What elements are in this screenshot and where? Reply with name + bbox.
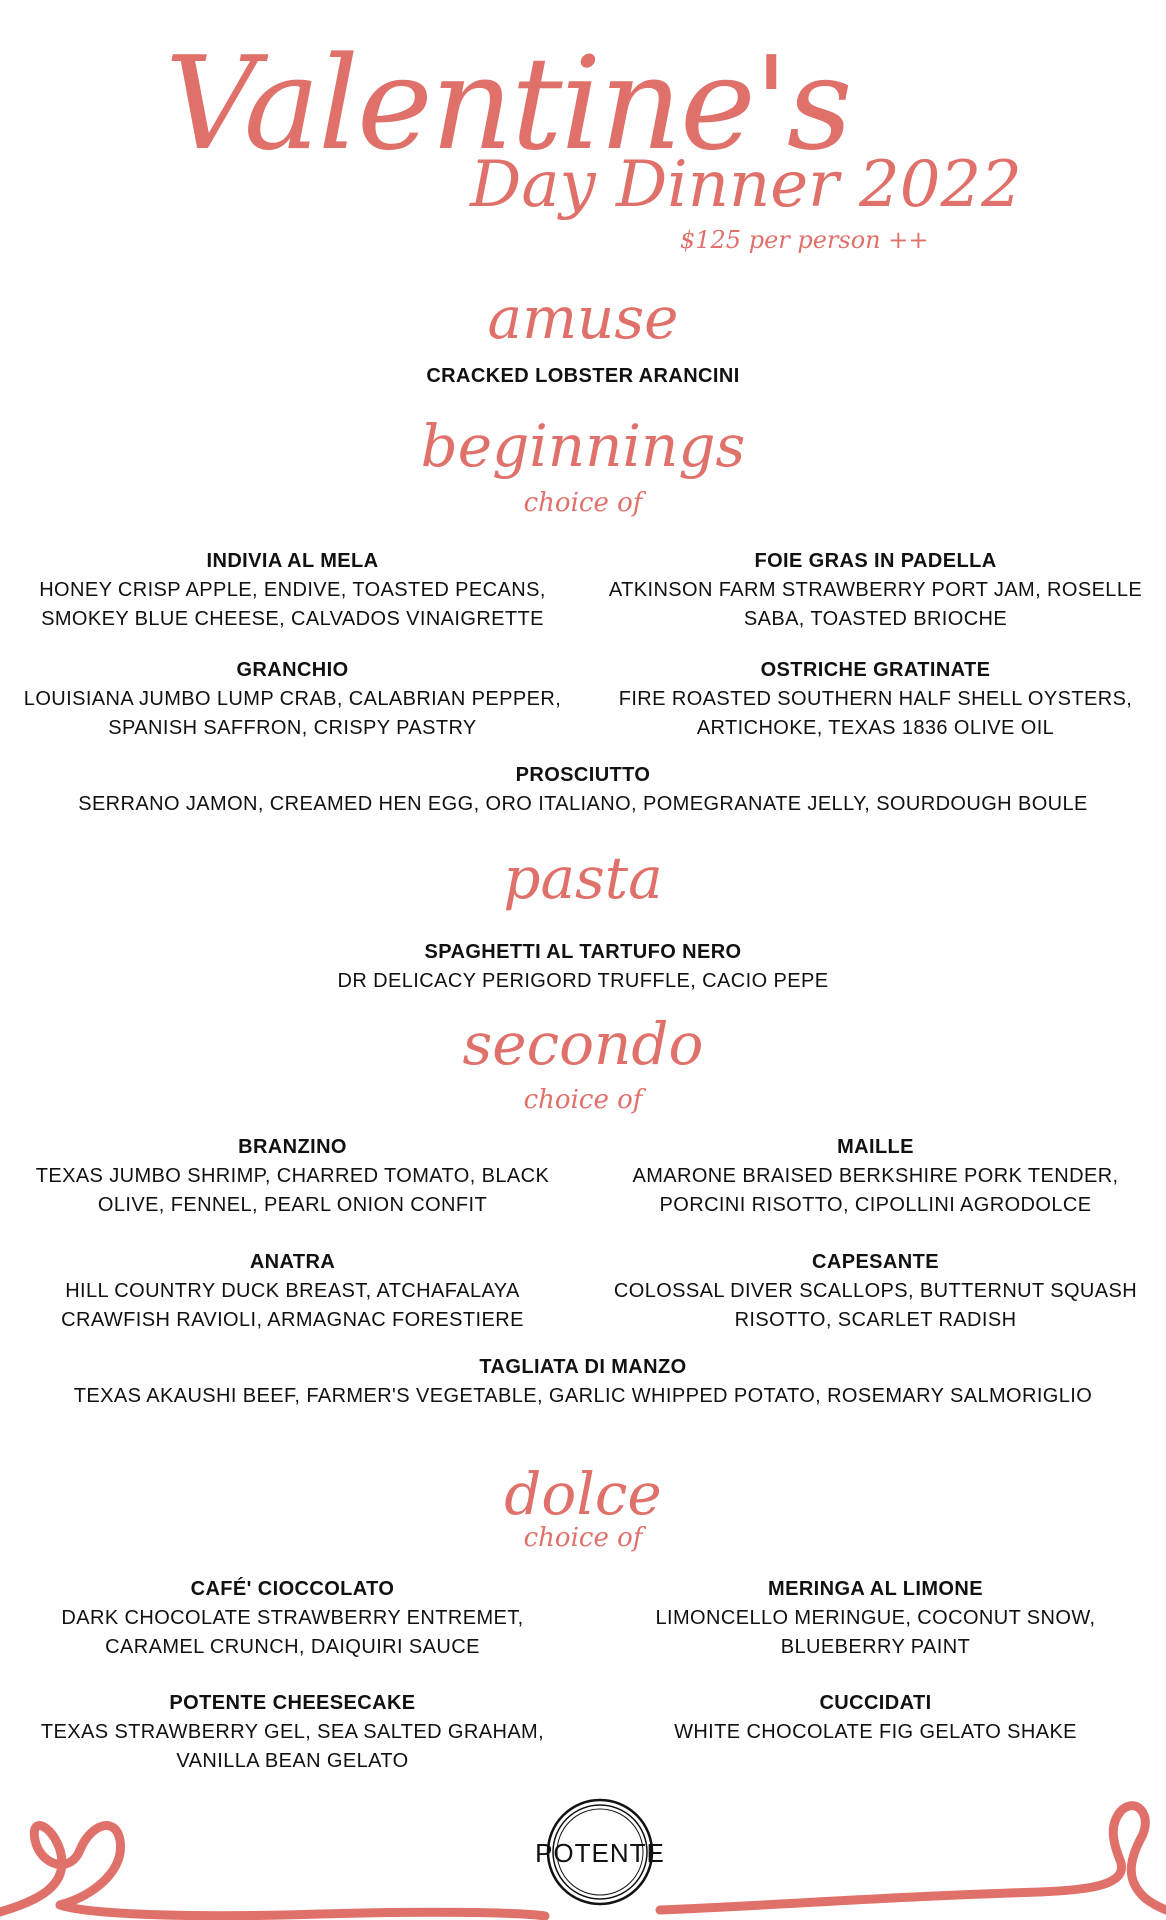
menu-item-desc: DR DELICACY PERIGORD TRUFFLE, CACIO PEPE — [337, 970, 829, 992]
price-note: $125 per person ++ — [680, 226, 929, 254]
menu-item-desc: SPANISH SAFFRON, CRISPY PASTRY — [108, 717, 477, 739]
ribbon-heart-left-icon — [0, 1826, 545, 1916]
menu-item — [0, 1689, 585, 1776]
menu-item-desc: OLIVE, FENNEL, PEARL ONION CONFIT — [97, 1194, 488, 1216]
menu-item — [585, 1689, 1166, 1747]
ribbon-heart-right-icon — [660, 1806, 1166, 1910]
menu-item-desc: HILL COUNTRY DUCK BREAST, ATCHAFALAYA — [65, 1280, 520, 1302]
menu-item — [0, 1133, 585, 1220]
section-heading-dolce: dolce — [504, 1460, 662, 1528]
menu-item — [585, 656, 1166, 743]
menu-item-name: CAFÉ' CIOCCOLATO — [190, 1578, 395, 1600]
menu-item-name: CUCCIDATI — [819, 1692, 932, 1714]
menu-item-desc: FIRE ROASTED SOUTHERN HALF SHELL OYSTERS, — [618, 688, 1133, 710]
menu-item — [0, 1248, 585, 1335]
menu-item-name: OSTRICHE GRATINATE — [760, 659, 991, 681]
menu-subtitle: Day Dinner 2022 — [470, 148, 1022, 222]
menu-item-desc: ATKINSON FARM STRAWBERRY PORT JAM, ROSELLE — [608, 579, 1143, 601]
menu-item-desc: SABA, TOASTED BRIOCHE — [743, 608, 1008, 630]
menu-item-name: MERINGA AL LIMONE — [768, 1578, 983, 1600]
menu-item — [0, 547, 585, 634]
menu-item-name: ANATRA — [249, 1251, 336, 1273]
menu-title: Valentine's — [165, 30, 851, 179]
menu-item — [585, 1133, 1166, 1220]
menu-item-desc: RISOTTO, SCARLET RADISH — [734, 1309, 1017, 1331]
menu-item-name: GRANCHIO — [236, 659, 349, 681]
menu-item-desc: SMOKEY BLUE CHEESE, CALVADOS VINAIGRETTE — [41, 608, 544, 630]
menu-item-desc: LOUISIANA JUMBO LUMP CRAB, CALABRIAN PEPPER, — [23, 688, 562, 710]
menu-item-name: PROSCIUTTO — [515, 764, 651, 786]
menu-item-desc: CARAMEL CRUNCH, DAIQUIRI SAUCE — [105, 1636, 480, 1658]
menu-item — [0, 656, 585, 743]
menu-item-desc: SERRANO JAMON, CREAMED HEN EGG, ORO ITALIANO, POMEGRANATE JELLY, SOURDOUGH BOULE — [78, 793, 1088, 815]
section-heading-pasta: pasta — [503, 844, 663, 912]
heart-ribbon-decoration — [0, 1790, 1166, 1920]
menu-item-amuse — [0, 362, 1166, 391]
menu-item-name: MAILLE — [837, 1136, 914, 1158]
menu-item-name: INDIVIA AL MELA — [206, 550, 379, 572]
section-subheading-dolce: choice of — [523, 1523, 643, 1553]
menu-item-desc: ARTICHOKE, TEXAS 1836 OLIVE OIL — [696, 717, 1055, 739]
section-subheading-beginnings: choice of — [523, 488, 643, 518]
menu-item — [0, 938, 1166, 996]
section-heading-amuse: amuse — [487, 284, 679, 352]
potente-logo — [535, 1800, 665, 1904]
menu-item-desc: AMARONE BRAISED BERKSHIRE PORK TENDER, — [632, 1165, 1119, 1187]
menu-item-name: CRACKED LOBSTER ARANCINI — [426, 365, 740, 387]
menu-item-desc: DARK CHOCOLATE STRAWBERRY ENTREMET, — [61, 1607, 524, 1629]
section-heading-beginnings: beginnings — [420, 412, 746, 480]
menu-item — [585, 1248, 1166, 1335]
menu-item — [0, 761, 1166, 819]
menu-item — [0, 1575, 585, 1662]
menu-item-desc: WHITE CHOCOLATE FIG GELATO SHAKE — [674, 1721, 1077, 1743]
menu-item-name: BRANZINO — [238, 1136, 347, 1158]
menu-item-name: TAGLIATA DI MANZO — [479, 1356, 687, 1378]
menu-item-desc: HONEY CRISP APPLE, ENDIVE, TOASTED PECANS, — [39, 579, 546, 601]
menu-item-desc: TEXAS JUMBO SHRIMP, CHARRED TOMATO, BLACK — [35, 1165, 550, 1187]
menu-item-desc: BLUEBERRY PAINT — [780, 1636, 971, 1658]
menu-item-desc: CRAWFISH RAVIOLI, ARMAGNAC FORESTIERE — [61, 1309, 524, 1331]
menu-item-desc: PORCINI RISOTTO, CIPOLLINI AGRODOLCE — [659, 1194, 1092, 1216]
menu-item-name: SPAGHETTI AL TARTUFO NERO — [424, 941, 742, 963]
menu-item-name: POTENTE CHEESECAKE — [169, 1692, 416, 1714]
menu-item-desc: TEXAS STRAWBERRY GEL, SEA SALTED GRAHAM, — [40, 1721, 545, 1743]
section-subheading-secondo: choice of — [523, 1085, 643, 1115]
menu-item — [585, 1575, 1166, 1662]
menu-item-desc: TEXAS AKAUSHI BEEF, FARMER'S VEGETABLE, GARLIC WHIPPED POTATO, ROSEMARY SALMORIGLIO — [73, 1385, 1093, 1407]
section-heading-secondo: secondo — [462, 1010, 704, 1078]
menu-item-name: CAPESANTE — [812, 1251, 939, 1273]
menu-item-desc: LIMONCELLO MERINGUE, COCONUT SNOW, — [655, 1607, 1096, 1629]
menu-item — [0, 1353, 1166, 1411]
menu-item — [585, 547, 1166, 634]
menu-item-desc: COLOSSAL DIVER SCALLOPS, BUTTERNUT SQUASH — [613, 1280, 1138, 1302]
menu-item-name: FOIE GRAS IN PADELLA — [754, 550, 997, 572]
logo-text: POTENTE — [535, 1838, 665, 1868]
menu-item-desc: VANILLA BEAN GELATO — [176, 1750, 409, 1772]
